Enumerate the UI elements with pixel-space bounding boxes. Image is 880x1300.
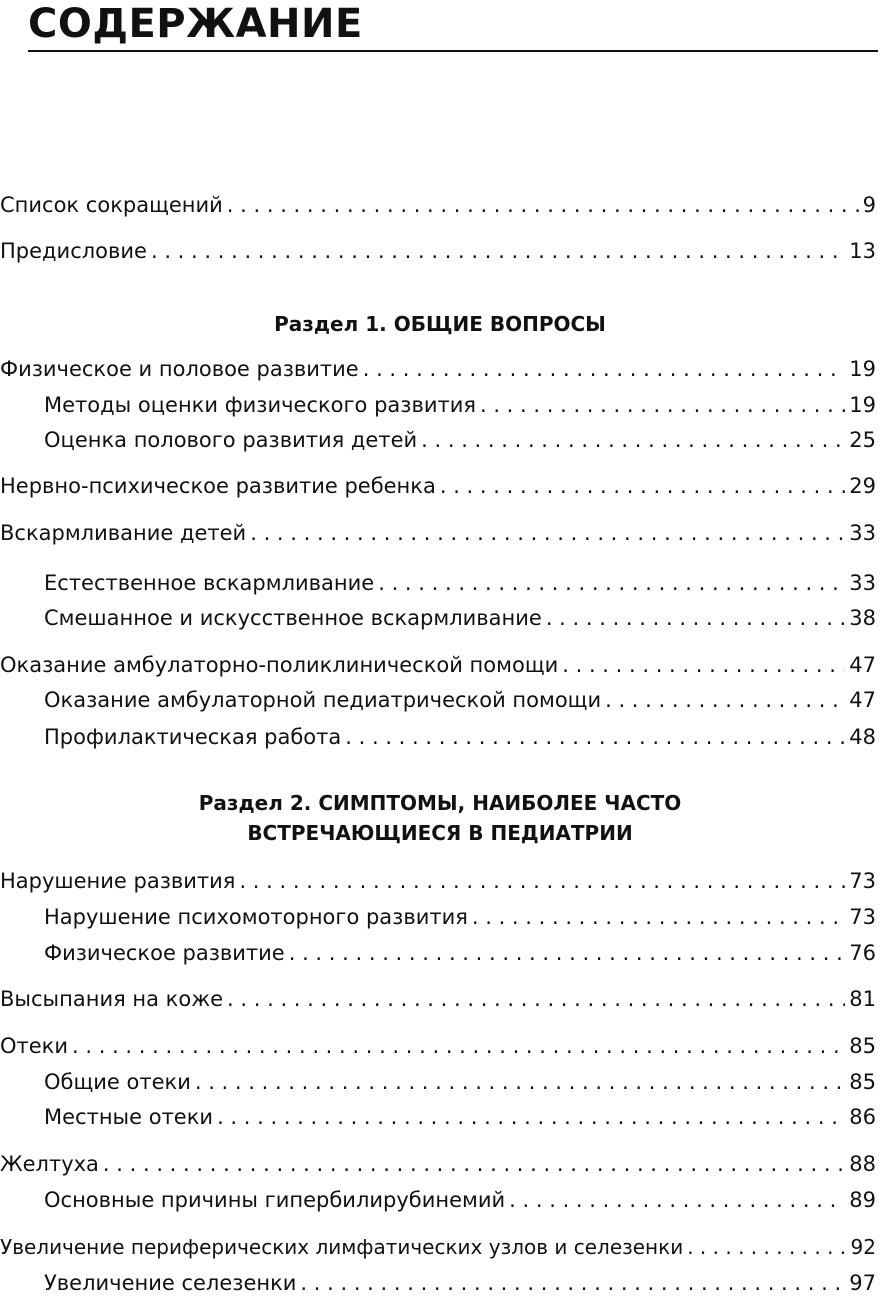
toc-entry-page: 86 [849, 1105, 876, 1129]
toc-entry-page: 81 [849, 987, 876, 1011]
toc-subentry[interactable] [44, 1179, 876, 1215]
toc-entry-label: Нарушение развития [0, 869, 236, 893]
toc-subentry[interactable] [44, 716, 876, 752]
dot-leader [227, 984, 845, 1014]
toc-entry-page: 33 [849, 521, 876, 545]
toc-entry-label: Методы оценки физического развития [44, 393, 476, 417]
toc-entry-label: Высыпания на коже [0, 987, 224, 1011]
toc-subentry[interactable] [44, 1262, 876, 1298]
dot-leader [345, 722, 845, 752]
dot-leader [509, 1185, 845, 1215]
dot-leader [151, 236, 845, 266]
toc-subentry[interactable] [44, 932, 876, 968]
toc-entry[interactable] [0, 644, 876, 680]
dot-leader [440, 471, 845, 501]
toc-subentry[interactable] [44, 679, 876, 715]
toc-entry-page: 19 [849, 393, 876, 417]
toc-entry-page: 89 [849, 1188, 876, 1212]
dot-leader [546, 603, 845, 633]
toc-entry-label: Общие отеки [44, 1070, 191, 1094]
dot-leader [72, 1031, 845, 1061]
dot-leader [250, 518, 845, 548]
toc-entry-page: 13 [849, 239, 876, 263]
toc-entry-label: Отеки [0, 1034, 69, 1058]
toc-entry-page: 92 [850, 1235, 876, 1259]
toc-entry-page: 29 [849, 474, 876, 498]
section-2-heading-line-1: Раздел 2. СИМПТОМЫ, НАИБОЛЕЕ ЧАСТО [198, 791, 682, 815]
toc-entry-label: Вскармливание детей [0, 521, 247, 545]
toc-entry-label: Предисловие [0, 239, 147, 263]
toc-entry[interactable] [0, 512, 876, 548]
toc-subentry[interactable] [44, 896, 876, 932]
toc-entry-page: 48 [849, 725, 876, 749]
toc-entry-page: 33 [849, 571, 876, 595]
toc-entry-label: Нарушение психомоторного развития [44, 905, 468, 929]
toc-entry-label: Профилактическая работа [44, 725, 342, 749]
toc-entry-label: Увеличение периферических лимфатических узлов и селезенки [0, 1235, 684, 1259]
toc-subentry[interactable] [44, 562, 876, 598]
toc-entry[interactable] [0, 860, 876, 896]
dot-leader [421, 425, 845, 455]
dot-leader [480, 390, 845, 420]
dot-leader [687, 1232, 846, 1262]
toc-entry-label: Оказание амбулаторной педиатрической помощи [44, 688, 602, 712]
toc-entry-label: Физическое развитие [44, 941, 285, 965]
toc-entry-label: Естественное вскармливание [44, 571, 375, 595]
dot-leader [300, 1268, 845, 1298]
toc-entry[interactable] [0, 348, 876, 384]
toc-entry-page: 73 [849, 869, 876, 893]
toc-entry-label: Местные отеки [44, 1105, 214, 1129]
toc-entry-preface[interactable] [0, 230, 876, 266]
toc-entry-label: Оказание амбулаторно-поликлинической помощи [0, 653, 559, 677]
toc-entry-label: Нервно-психическое развитие ребенка [0, 474, 436, 498]
toc-entry-label: Желтуха [0, 1152, 99, 1176]
dot-leader [103, 1149, 845, 1179]
section-1-heading: Раздел 1. ОБЩИЕ ВОПРОСЫ [274, 312, 606, 336]
toc-entry[interactable] [0, 1143, 876, 1179]
dot-leader [378, 568, 845, 598]
dot-leader [605, 685, 845, 715]
toc-subentry[interactable] [44, 384, 876, 420]
toc-entry-label: Оценка полового развития детей [44, 428, 418, 452]
dot-leader [562, 650, 845, 680]
toc-entry-label: Увеличение селезенки [44, 1271, 297, 1295]
toc-entry-abbreviations[interactable] [0, 184, 876, 220]
toc-entry[interactable] [0, 978, 876, 1014]
toc-entry-page: 85 [849, 1034, 876, 1058]
dot-leader [227, 190, 859, 220]
toc-subentry[interactable] [44, 597, 876, 633]
toc-entry[interactable] [0, 465, 876, 501]
toc-entry-page: 38 [849, 606, 876, 630]
dot-leader [239, 866, 845, 896]
dot-leader [472, 902, 845, 932]
toc-subentry[interactable] [44, 1096, 876, 1132]
toc-entry-page: 47 [849, 688, 876, 712]
toc-entry-label: Список сокращений [0, 193, 223, 217]
toc-entry-page: 9 [862, 193, 876, 217]
toc-entry-label: Физическое и половое развитие [0, 357, 359, 381]
toc-entry[interactable] [0, 1226, 876, 1262]
toc-entry-label: Основные причины гипербилирубинемий [44, 1188, 506, 1212]
toc-entry-page: 76 [849, 941, 876, 965]
dot-leader [217, 1102, 845, 1132]
toc-entry-page: 19 [849, 357, 876, 381]
toc-entry-page: 47 [849, 653, 876, 677]
dot-leader [195, 1067, 845, 1097]
toc-entry-page: 25 [849, 428, 876, 452]
toc-entry-page: 88 [849, 1152, 876, 1176]
toc-entry-page: 73 [849, 905, 876, 929]
dot-leader [289, 938, 846, 968]
toc-entry-page: 85 [849, 1070, 876, 1094]
page-title: СОДЕРЖАНИЕ [28, 1, 363, 47]
toc-entry-label: Смешанное и искусственное вскармливание [44, 606, 542, 630]
section-2-heading-line-2: ВСТРЕЧАЮЩИЕСЯ В ПЕДИАТРИИ [247, 821, 633, 845]
toc-subentry[interactable] [44, 1061, 876, 1097]
toc-subentry[interactable] [44, 419, 876, 455]
dot-leader [363, 354, 846, 384]
toc-entry-page: 97 [849, 1271, 876, 1295]
toc-entry[interactable] [0, 1025, 876, 1061]
